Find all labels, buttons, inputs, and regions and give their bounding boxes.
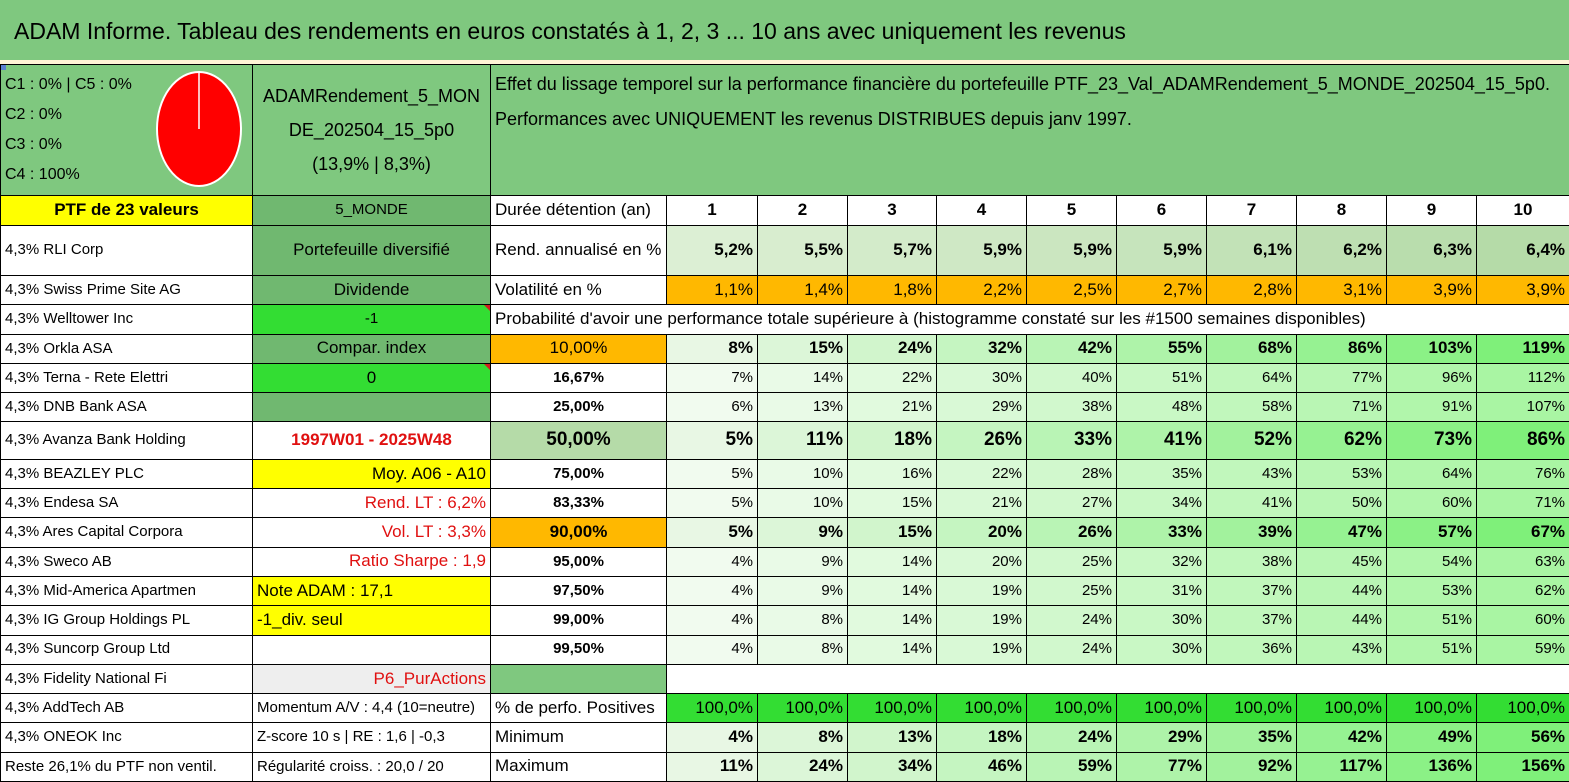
probability-value-4: 20% bbox=[937, 518, 1027, 547]
probability-value-3: 14% bbox=[848, 576, 937, 605]
probability-value-9: 51% bbox=[1387, 606, 1477, 635]
probability-level: 95,00% bbox=[491, 547, 667, 576]
probability-value-1: 5% bbox=[667, 489, 758, 518]
probability-value-10: 67% bbox=[1477, 518, 1569, 547]
probability-value-4: 22% bbox=[937, 459, 1027, 488]
summary-cell bbox=[253, 635, 491, 664]
metric-note: Régularité croiss. : 20,0 / 20 bbox=[253, 752, 491, 781]
probability-value-4: 29% bbox=[937, 393, 1027, 422]
probability-value-10: 119% bbox=[1477, 334, 1569, 363]
probability-value-6: 32% bbox=[1117, 547, 1207, 576]
probability-value-1: 8% bbox=[667, 334, 758, 363]
positive-5: 100,0% bbox=[1027, 694, 1117, 723]
volatility-2: 1,4% bbox=[758, 276, 848, 305]
portfolio-name-line3: (13,9% | 8,3%) bbox=[312, 154, 431, 175]
probability-value-9: 73% bbox=[1387, 422, 1477, 459]
volatility-7: 2,8% bbox=[1207, 276, 1297, 305]
probability-value-8: 44% bbox=[1297, 576, 1387, 605]
allocation-pie-chart bbox=[155, 70, 243, 188]
empty-cell bbox=[1477, 305, 1569, 334]
holding: 4,3% Mid-America Apartmen bbox=[1, 576, 253, 605]
metric-note: Z-score 10 s | RE : 1,6 | -0,3 bbox=[253, 723, 491, 752]
probability-value-3: 14% bbox=[848, 606, 937, 635]
return-5: 5,9% bbox=[1027, 225, 1117, 275]
positive-9: 100,0% bbox=[1387, 694, 1477, 723]
probability-level: 90,00% bbox=[491, 518, 667, 547]
positive-2: 100,0% bbox=[758, 694, 848, 723]
probability-header: Probabilité d'avoir une performance totale supérieure à (histogramme constaté sur les #1500 semaines disponibles) bbox=[491, 305, 1477, 334]
year-4: 4 bbox=[937, 196, 1027, 225]
maximum-6: 77% bbox=[1117, 752, 1207, 781]
comment-marker bbox=[484, 305, 490, 311]
year-3: 3 bbox=[848, 196, 937, 225]
summary-cell: Vol. LT : 3,3% bbox=[253, 518, 491, 547]
probability-value-5: 24% bbox=[1027, 635, 1117, 664]
probability-value-9: 60% bbox=[1387, 489, 1477, 518]
holding: 4,3% Orkla ASA bbox=[1, 334, 253, 363]
probability-value-6: 33% bbox=[1117, 518, 1207, 547]
probability-value-3: 24% bbox=[848, 334, 937, 363]
probability-value-9: 96% bbox=[1387, 363, 1477, 392]
probability-value-5: 38% bbox=[1027, 393, 1117, 422]
summary-cell: -1_div. seul bbox=[253, 606, 491, 635]
probability-value-4: 21% bbox=[937, 489, 1027, 518]
probability-value-5: 40% bbox=[1027, 363, 1117, 392]
holding: 4,3% Endesa SA bbox=[1, 489, 253, 518]
maximum-4: 46% bbox=[937, 752, 1027, 781]
region-label: 5_MONDE bbox=[253, 196, 491, 225]
probability-value-3: 18% bbox=[848, 422, 937, 459]
probability-value-6: 30% bbox=[1117, 606, 1207, 635]
probability-level: 50,00% bbox=[491, 422, 667, 459]
duration-label: Durée détention (an) bbox=[491, 196, 667, 225]
maximum-1: 11% bbox=[667, 752, 758, 781]
volatility-8: 3,1% bbox=[1297, 276, 1387, 305]
return-3: 5,7% bbox=[848, 225, 937, 275]
portfolio-name bbox=[253, 65, 491, 196]
probability-value-7: 64% bbox=[1207, 363, 1297, 392]
summary-cell bbox=[253, 393, 491, 422]
minimum-7: 35% bbox=[1207, 723, 1297, 752]
probability-value-8: 86% bbox=[1297, 334, 1387, 363]
empty-cell bbox=[667, 664, 1569, 693]
maximum-8: 117% bbox=[1297, 752, 1387, 781]
holding: Reste 26,1% du PTF non ventil. bbox=[1, 752, 253, 781]
positive-4: 100,0% bbox=[937, 694, 1027, 723]
probability-level: 10,00% bbox=[491, 334, 667, 363]
holding: 4,3% IG Group Holdings PL bbox=[1, 606, 253, 635]
strategy-label: Dividende bbox=[253, 276, 491, 305]
summary-cell: Note ADAM : 17,1 bbox=[253, 576, 491, 605]
volatility-3: 1,8% bbox=[848, 276, 937, 305]
index-flag-value: -1 bbox=[364, 310, 379, 328]
volatility-label: Volatilité en % bbox=[491, 276, 667, 305]
probability-value-9: 51% bbox=[1387, 635, 1477, 664]
probability-value-4: 19% bbox=[937, 635, 1027, 664]
maximum-5: 59% bbox=[1027, 752, 1117, 781]
probability-value-8: 62% bbox=[1297, 422, 1387, 459]
minimum-10: 56% bbox=[1477, 723, 1569, 752]
probability-value-4: 26% bbox=[937, 422, 1027, 459]
minimum-8: 42% bbox=[1297, 723, 1387, 752]
minimum-2: 8% bbox=[758, 723, 848, 752]
minimum-3: 13% bbox=[848, 723, 937, 752]
holding: 4,3% RLI Corp bbox=[1, 225, 253, 275]
legend-c3: C3 : 0% bbox=[5, 136, 62, 153]
probability-value-2: 9% bbox=[758, 518, 848, 547]
holding: 4,3% Terna - Rete Elettri bbox=[1, 363, 253, 392]
probability-value-6: 41% bbox=[1117, 422, 1207, 459]
probability-value-5: 33% bbox=[1027, 422, 1117, 459]
summary-cell: 1997W01 - 2025W48 bbox=[253, 422, 491, 459]
probability-value-10: 62% bbox=[1477, 576, 1569, 605]
return-label: Rend. annualisé en % bbox=[491, 225, 667, 275]
probability-value-3: 22% bbox=[848, 363, 937, 392]
holding: 4,3% ONEOK Inc bbox=[1, 723, 253, 752]
return-9: 6,3% bbox=[1387, 225, 1477, 275]
probability-value-10: 63% bbox=[1477, 547, 1569, 576]
maximum-7: 92% bbox=[1207, 752, 1297, 781]
minimum-9: 49% bbox=[1387, 723, 1477, 752]
positive-10: 100,0% bbox=[1477, 694, 1569, 723]
return-6: 5,9% bbox=[1117, 225, 1207, 275]
index-flag bbox=[253, 305, 491, 334]
probability-level: 97,50% bbox=[491, 576, 667, 605]
description: Effet du lissage temporel sur la performance financière du portefeuille PTF_23_Val_ADAMRendement_5_MONDE_202504_15_5p0. Performances avec UNIQUEMENT les revenus DISTRIBUES depuis janv 1997. bbox=[491, 65, 1569, 196]
year-6: 6 bbox=[1117, 196, 1207, 225]
portfolio-name-line1: ADAMRendement_5_MON bbox=[262, 86, 481, 107]
report-title: ADAM Informe. Tableau des rendements en euros constatés à 1, 2, 3 ... 10 ans avec uniquement les revenus bbox=[0, 0, 1569, 60]
probability-level: 16,67% bbox=[491, 363, 667, 392]
probability-value-10: 71% bbox=[1477, 489, 1569, 518]
probability-value-5: 25% bbox=[1027, 547, 1117, 576]
probability-value-10: 60% bbox=[1477, 606, 1569, 635]
probability-value-2: 10% bbox=[758, 489, 848, 518]
probability-value-10: 107% bbox=[1477, 393, 1569, 422]
probability-value-5: 27% bbox=[1027, 489, 1117, 518]
probability-value-8: 50% bbox=[1297, 489, 1387, 518]
year-5: 5 bbox=[1027, 196, 1117, 225]
return-2: 5,5% bbox=[758, 225, 848, 275]
return-10: 6,4% bbox=[1477, 225, 1569, 275]
maximum-3: 34% bbox=[848, 752, 937, 781]
probability-value-8: 53% bbox=[1297, 459, 1387, 488]
probability-value-6: 35% bbox=[1117, 459, 1207, 488]
probability-value-10: 59% bbox=[1477, 635, 1569, 664]
performance-table bbox=[0, 64, 1569, 782]
probability-level: 75,00% bbox=[491, 459, 667, 488]
volatility-10: 3,9% bbox=[1477, 276, 1569, 305]
probability-value-1: 5% bbox=[667, 422, 758, 459]
probability-value-4: 30% bbox=[937, 363, 1027, 392]
probability-value-1: 4% bbox=[667, 635, 758, 664]
volatility-4: 2,2% bbox=[937, 276, 1027, 305]
return-4: 5,9% bbox=[937, 225, 1027, 275]
probability-value-8: 47% bbox=[1297, 518, 1387, 547]
probability-value-1: 4% bbox=[667, 547, 758, 576]
probability-value-2: 9% bbox=[758, 547, 848, 576]
summary-cell: Ratio Sharpe : 1,9 bbox=[253, 547, 491, 576]
probability-value-1: 7% bbox=[667, 363, 758, 392]
probability-value-2: 10% bbox=[758, 459, 848, 488]
holding: 4,3% AddTech AB bbox=[1, 694, 253, 723]
probability-value-7: 36% bbox=[1207, 635, 1297, 664]
return-7: 6,1% bbox=[1207, 225, 1297, 275]
probability-value-9: 64% bbox=[1387, 459, 1477, 488]
positive-label: % de perfo. Positives bbox=[491, 694, 667, 723]
minimum-1: 4% bbox=[667, 723, 758, 752]
legend-c4: C4 : 100% bbox=[5, 166, 80, 183]
probability-value-3: 14% bbox=[848, 635, 937, 664]
probability-level: 99,50% bbox=[491, 635, 667, 664]
maximum-10: 156% bbox=[1477, 752, 1569, 781]
probability-value-3: 15% bbox=[848, 489, 937, 518]
year-10: 10 bbox=[1477, 196, 1569, 225]
summary-cell: Rend. LT : 6,2% bbox=[253, 489, 491, 518]
probability-value-6: 34% bbox=[1117, 489, 1207, 518]
return-8: 6,2% bbox=[1297, 225, 1387, 275]
holding: 4,3% BEAZLEY PLC bbox=[1, 459, 253, 488]
probability-value-3: 16% bbox=[848, 459, 937, 488]
year-8: 8 bbox=[1297, 196, 1387, 225]
empty-cell bbox=[491, 664, 667, 693]
probability-value-4: 19% bbox=[937, 576, 1027, 605]
summary-value: 0 bbox=[366, 367, 377, 387]
probability-value-7: 37% bbox=[1207, 576, 1297, 605]
portfolio-size: PTF de 23 valeurs bbox=[1, 196, 253, 225]
probability-value-5: 42% bbox=[1027, 334, 1117, 363]
probability-value-6: 55% bbox=[1117, 334, 1207, 363]
strategy-code: P6_PurActions bbox=[253, 664, 491, 693]
holding: 4,3% Welltower Inc bbox=[1, 305, 253, 334]
probability-value-10: 112% bbox=[1477, 363, 1569, 392]
positive-8: 100,0% bbox=[1297, 694, 1387, 723]
volatility-9: 3,9% bbox=[1387, 276, 1477, 305]
probability-value-3: 14% bbox=[848, 547, 937, 576]
minimum-6: 29% bbox=[1117, 723, 1207, 752]
allocation-legend bbox=[5, 70, 132, 190]
probability-value-2: 9% bbox=[758, 576, 848, 605]
volatility-5: 2,5% bbox=[1027, 276, 1117, 305]
year-9: 9 bbox=[1387, 196, 1477, 225]
probability-value-5: 26% bbox=[1027, 518, 1117, 547]
probability-value-7: 43% bbox=[1207, 459, 1297, 488]
maximum-2: 24% bbox=[758, 752, 848, 781]
probability-value-2: 11% bbox=[758, 422, 848, 459]
minimum-4: 18% bbox=[937, 723, 1027, 752]
probability-value-8: 43% bbox=[1297, 635, 1387, 664]
probability-value-1: 5% bbox=[667, 518, 758, 547]
probability-level: 99,00% bbox=[491, 606, 667, 635]
probability-value-1: 6% bbox=[667, 393, 758, 422]
probability-value-7: 58% bbox=[1207, 393, 1297, 422]
probability-value-6: 51% bbox=[1117, 363, 1207, 392]
minimum-label: Minimum bbox=[491, 723, 667, 752]
probability-value-4: 20% bbox=[937, 547, 1027, 576]
probability-value-9: 57% bbox=[1387, 518, 1477, 547]
probability-value-1: 4% bbox=[667, 606, 758, 635]
probability-value-7: 38% bbox=[1207, 547, 1297, 576]
probability-value-9: 53% bbox=[1387, 576, 1477, 605]
legend-c1-c5: C1 : 0% | C5 : 0% bbox=[5, 76, 132, 93]
legend-c2: C2 : 0% bbox=[5, 106, 62, 123]
minimum-5: 24% bbox=[1027, 723, 1117, 752]
probability-value-7: 39% bbox=[1207, 518, 1297, 547]
probability-value-2: 13% bbox=[758, 393, 848, 422]
maximum-9: 136% bbox=[1387, 752, 1477, 781]
summary-cell bbox=[253, 363, 491, 392]
probability-value-7: 37% bbox=[1207, 606, 1297, 635]
probability-value-8: 44% bbox=[1297, 606, 1387, 635]
summary-cell: Moy. A06 - A10 bbox=[253, 459, 491, 488]
volatility-1: 1,1% bbox=[667, 276, 758, 305]
probability-value-3: 15% bbox=[848, 518, 937, 547]
probability-level: 25,00% bbox=[491, 393, 667, 422]
probability-value-8: 77% bbox=[1297, 363, 1387, 392]
probability-value-2: 14% bbox=[758, 363, 848, 392]
positive-7: 100,0% bbox=[1207, 694, 1297, 723]
probability-value-4: 19% bbox=[937, 606, 1027, 635]
volatility-6: 2,7% bbox=[1117, 276, 1207, 305]
probability-level: 83,33% bbox=[491, 489, 667, 518]
positive-1: 100,0% bbox=[667, 694, 758, 723]
probability-value-5: 24% bbox=[1027, 606, 1117, 635]
probability-value-8: 45% bbox=[1297, 547, 1387, 576]
year-1: 1 bbox=[667, 196, 758, 225]
probability-value-9: 54% bbox=[1387, 547, 1477, 576]
holding: 4,3% Sweco AB bbox=[1, 547, 253, 576]
probability-value-7: 68% bbox=[1207, 334, 1297, 363]
probability-value-5: 28% bbox=[1027, 459, 1117, 488]
year-7: 7 bbox=[1207, 196, 1297, 225]
probability-value-2: 8% bbox=[758, 606, 848, 635]
holding: 4,3% Fidelity National Fi bbox=[1, 664, 253, 693]
legend-cell bbox=[1, 65, 253, 196]
holding: 4,3% Ares Capital Corpora bbox=[1, 518, 253, 547]
probability-value-1: 4% bbox=[667, 576, 758, 605]
probability-value-7: 41% bbox=[1207, 489, 1297, 518]
probability-value-1: 5% bbox=[667, 459, 758, 488]
probability-value-5: 25% bbox=[1027, 576, 1117, 605]
maximum-label: Maximum bbox=[491, 752, 667, 781]
probability-value-6: 31% bbox=[1117, 576, 1207, 605]
probability-value-6: 48% bbox=[1117, 393, 1207, 422]
probability-value-9: 103% bbox=[1387, 334, 1477, 363]
holding: 4,3% Swiss Prime Site AG bbox=[1, 276, 253, 305]
probability-value-7: 52% bbox=[1207, 422, 1297, 459]
probability-value-6: 30% bbox=[1117, 635, 1207, 664]
probability-value-2: 8% bbox=[758, 635, 848, 664]
probability-value-10: 76% bbox=[1477, 459, 1569, 488]
diversification-label: Portefeuille diversifié bbox=[253, 225, 491, 275]
holding: 4,3% Avanza Bank Holding bbox=[1, 422, 253, 459]
positive-6: 100,0% bbox=[1117, 694, 1207, 723]
probability-value-9: 91% bbox=[1387, 393, 1477, 422]
portfolio-name-line2: DE_202504_15_5p0 bbox=[288, 120, 455, 141]
return-1: 5,2% bbox=[667, 225, 758, 275]
probability-value-8: 71% bbox=[1297, 393, 1387, 422]
metric-note: Momentum A/V : 4,4 (10=neutre) bbox=[253, 694, 491, 723]
probability-value-10: 86% bbox=[1477, 422, 1569, 459]
probability-value-4: 32% bbox=[937, 334, 1027, 363]
holding: 4,3% Suncorp Group Ltd bbox=[1, 635, 253, 664]
holding: 4,3% DNB Bank ASA bbox=[1, 393, 253, 422]
summary-cell: Compar. index bbox=[253, 334, 491, 363]
positive-3: 100,0% bbox=[848, 694, 937, 723]
year-2: 2 bbox=[758, 196, 848, 225]
probability-value-3: 21% bbox=[848, 393, 937, 422]
comment-marker bbox=[484, 364, 490, 370]
probability-value-2: 15% bbox=[758, 334, 848, 363]
